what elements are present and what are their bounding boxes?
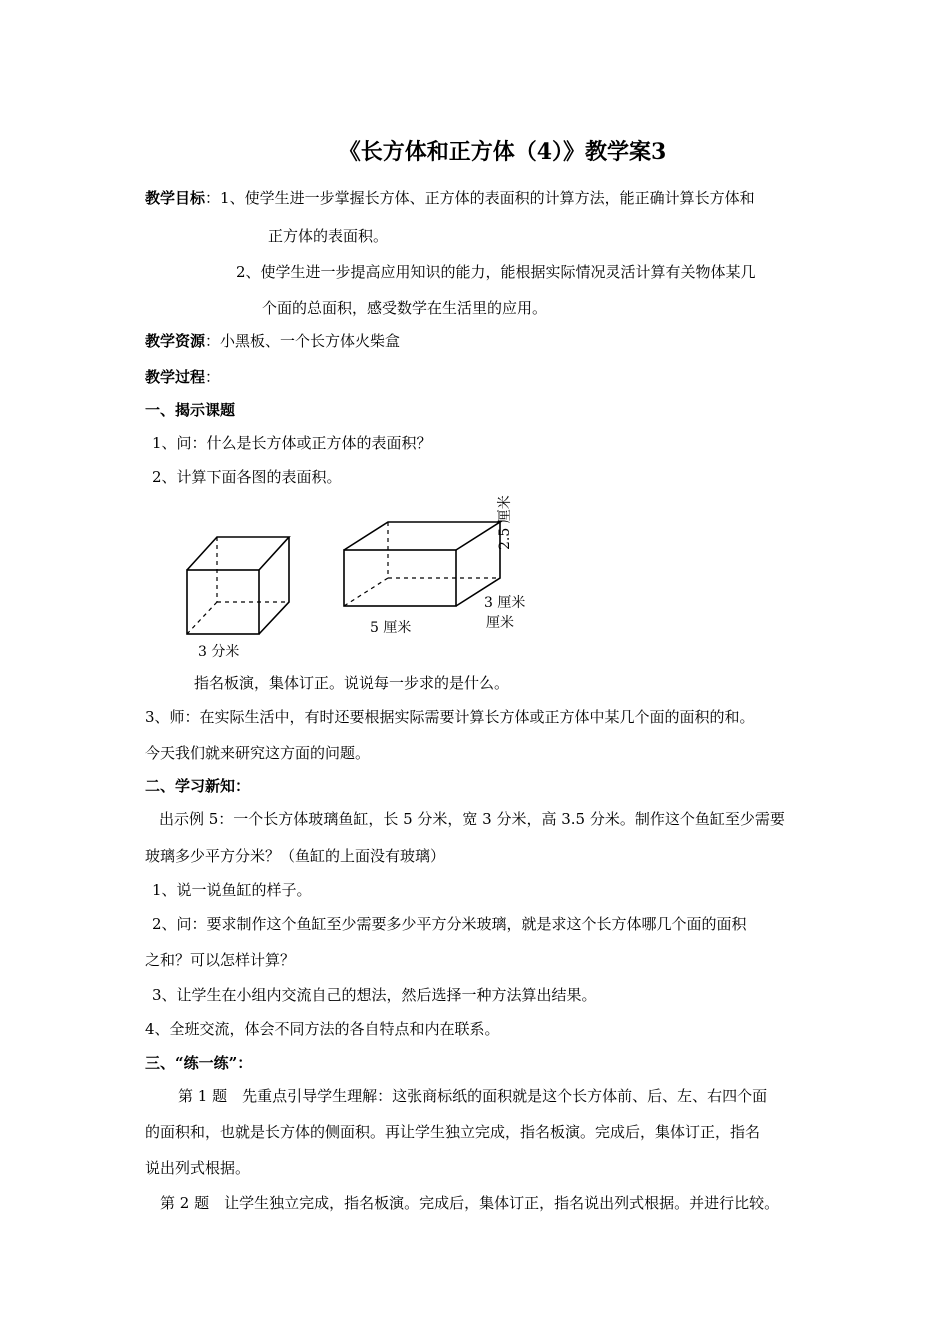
cube-right-face <box>259 537 289 634</box>
cuboid-width-label: 3 厘米 <box>484 595 526 611</box>
process-colon: ： <box>205 368 221 386</box>
exercise-1-text: 第 1 题 先重点引导学生理解：这张商标纸的面积就是这个长方体前、后、左、右四个面 <box>178 1087 768 1105</box>
cuboid-figure <box>344 522 500 606</box>
section-1-q3-continued: 今天我们就来研究这方面的问题。 <box>145 744 371 762</box>
goals-colon: ： <box>205 189 221 207</box>
section-3-heading: 三、“练一练”： <box>145 1054 253 1072</box>
example-5-text: 出示例 5：一个长方体玻璃鱼缸，长 5 分米，宽 3 分米，高 3.5 分米。制作这个鱼缸至少需要 <box>159 810 785 828</box>
section-2-heading: 二、学习新知： <box>145 777 251 795</box>
page-title: 《长方体和正方体（4）》教学案3 <box>338 139 667 165</box>
section-2-step-3: 3、让学生在小组内交流自己的想法，然后选择一种方法算出结果。 <box>152 986 597 1004</box>
cube-edge-label: 3 分米 <box>198 644 240 660</box>
resources-text: ：小黑板、一个长方体火柴盒 <box>205 332 401 350</box>
section-2-step-4: 4、全班交流，体会不同方法的各自特点和内在联系。 <box>145 1020 500 1038</box>
section-1-q1: 1、问：什么是长方体或正方体的表面积？ <box>152 434 432 452</box>
cube-top-face <box>187 537 289 570</box>
process-label: 教学过程 <box>145 368 206 386</box>
exercise-2-text: 第 2 题 让学生独立完成，指名板演。完成后，集体订正，指名说出列式根据。并进行比较。 <box>160 1194 780 1212</box>
section-1-q2: 2、计算下面各图的表面积。 <box>152 468 342 486</box>
cube-figure <box>187 537 289 634</box>
exercise-1-end: 说出列式根据。 <box>145 1159 251 1177</box>
exercise-1-continued: 的面积和，也就是长方体的侧面积。再让学生独立完成，指名板演。完成后，集体订正，指名 <box>145 1123 761 1141</box>
goals-label: 教学目标 <box>145 189 206 207</box>
resources-label: 教学资源 <box>145 332 206 350</box>
cuboid-top-face <box>344 522 500 550</box>
cube-front-face <box>187 570 259 634</box>
section-1-heading: 一、揭示课题 <box>145 401 236 419</box>
section-2-step-1: 1、说一说鱼缸的样子。 <box>152 881 312 899</box>
cuboid-width-extra: 厘米 <box>486 615 514 631</box>
example-5-continued: 玻璃多少平方分米？（鱼缸的上面没有玻璃） <box>145 847 446 865</box>
section-1-q3: 3、师：在实际生活中，有时还要根据实际需要计算长方体或正方体中某几个面的面积的和。 <box>145 708 755 726</box>
goal-2-text: 2、使学生进一步提高应用知识的能力，能根据实际情况灵活计算有关物体某几 <box>236 263 756 281</box>
goal-1-text: 1、使学生进一步掌握长方体、正方体的表面积的计算方法，能正确计算长方体和 <box>220 189 755 207</box>
section-1-note: 指名板演，集体订正。说说每一步求的是什么。 <box>194 674 510 692</box>
section-2-step-2: 2、问：要求制作这个鱼缸至少需要多少平方分米玻璃，就是求这个长方体哪几个面的面积 <box>152 915 747 933</box>
goal-2-continued: 个面的总面积，感受数学在生活里的应用。 <box>262 299 548 317</box>
cuboid-height-label: 2.5 厘米 <box>497 495 513 550</box>
goal-1-continued: 正方体的表面积。 <box>268 227 389 245</box>
section-2-step-2-continued: 之和？可以怎样计算？ <box>145 951 296 969</box>
cuboid-length-label: 5 厘米 <box>370 620 412 636</box>
